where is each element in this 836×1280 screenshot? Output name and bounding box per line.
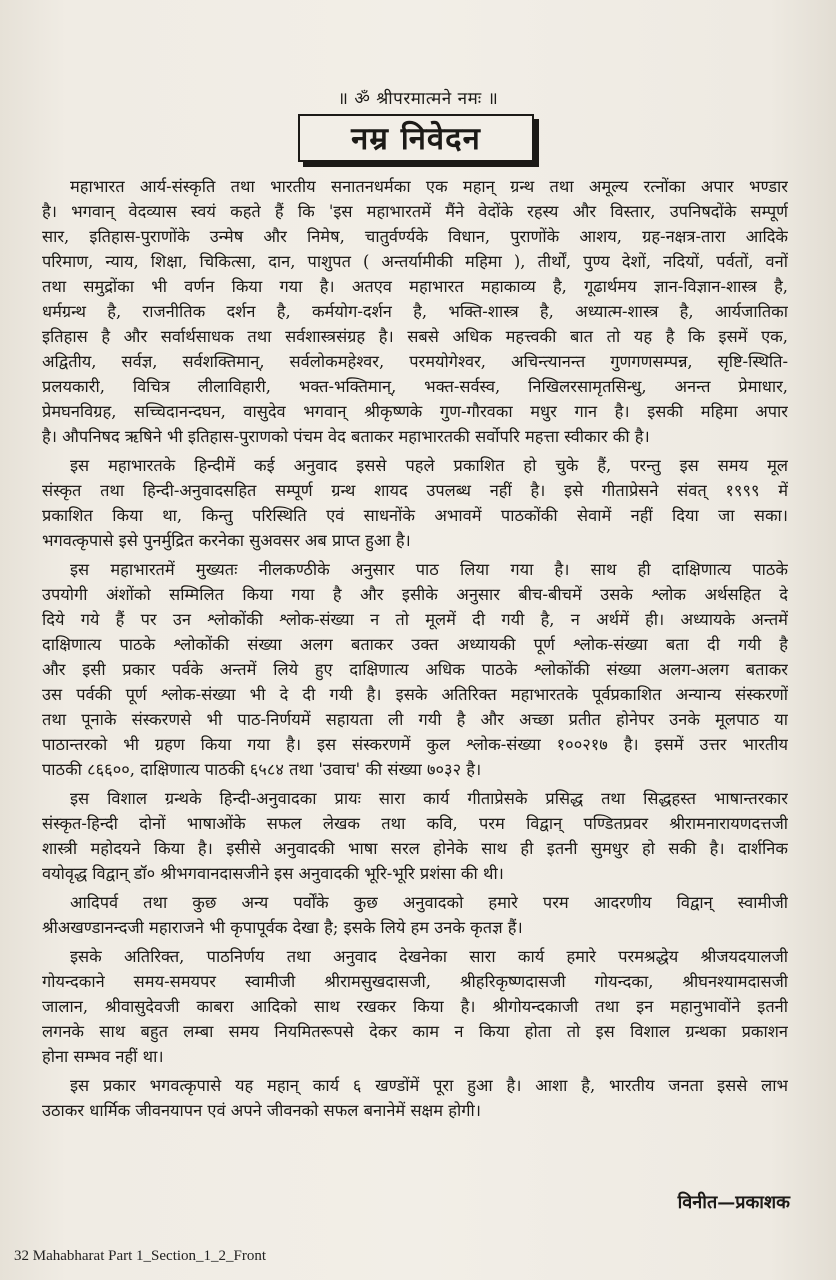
text-line: होना सम्भव नहीं था। (42, 1047, 164, 1066)
text-line: गोयन्दकाने समय-समयपर स्वामीजी श्रीरामसुखदासजी, श्रीहरिकृष्णदासजी गोयन्दका, श्रीघनश्यामदासजी (42, 972, 788, 991)
paragraph (42, 1073, 788, 1123)
text-line: संस्कृत-हिन्दी दोनों भाषाओंके सफल लेखक तथा कवि, परम विद्वान् पण्डितप्रवर श्रीरामनारायणदत्तजी (42, 814, 788, 833)
text-line: सार, इतिहास-पुराणोंके उन्मेष और निमेष, चातुर्वर्ण्यके विधान, पुराणोंके आशय, ग्रह-नक्षत्र-तारा आदिके (42, 227, 788, 246)
text-line: परिमाण, न्याय, शिक्षा, चिकित्सा, दान, पाशुपत ( अन्तर्यामीकी महिमा ), तीर्थों, पुण्य देशों, नदियों, पर्वतों, वनों (42, 252, 788, 271)
body-text (42, 174, 788, 1127)
text-line: उपयोगी अंशोंको सम्मिलित किया गया है और इसीके अनुसार बीच-बीचमें उसके श्लोक अर्थसहित दे (42, 585, 788, 604)
text-line: प्रकाशित किया था, किन्तु परिस्थिति एवं साधनोंके अभावमें पाठकोंकी सेवामें नहीं दिया जा सका। (42, 506, 788, 525)
text-line: तथा समुद्रोंका भी वर्णन किया गया है। अतएव महाभारत महाकाव्य है, गूढार्थमय ज्ञान-विज्ञान-शास्त्र है, (42, 277, 788, 296)
paragraph (42, 453, 788, 553)
invocation: ॥ ॐ श्रीपरमात्मने नमः ॥ (337, 89, 499, 109)
paragraph (42, 890, 788, 940)
text-line: अद्वितीय, सर्वज्ञ, सर्वशक्तिमान्, सर्वलोकमहेश्वर, परमयोगेश्वर, अचिन्त्यानन्त गुणगणसम्पन्न, सृष्टि-स्थिति- (42, 352, 788, 371)
page-title: नम्र निवेदन (351, 121, 481, 157)
text-line: तथा पूनाके संस्करणसे भी पाठ-निर्णयमें सहायता ली गयी है और अच्छा प्रतीत होनेपर उनके मूलपाठ या (42, 710, 788, 729)
paragraph (42, 786, 788, 886)
text-line: और इसी प्रकार पर्वके अन्तमें लिये हुए दाक्षिणात्य अधिक पाठके श्लोकोंकी संख्या अलग-अलग बताकर (42, 660, 788, 679)
text-line: महाभारत आर्य-संस्कृति तथा भारतीय सनातनधर्मका एक महान् ग्रन्थ तथा अमूल्य रत्नोंका अपार भण्डार (70, 177, 788, 196)
text-line: दाक्षिणात्य पाठके श्लोकोंकी संख्या अलग बताकर उक्त अध्यायकी पूर्ण श्लोक-संख्या बता दी गयी है (42, 635, 788, 654)
text-line: उस पर्वकी पूर्ण श्लोक-संख्या भी दे दी गयी है। इसके अतिरिक्त महाभारतके पूर्वप्रकाशित अन्यान्य संस्करणों (42, 685, 788, 704)
text-line: है। भगवान् वेदव्यास स्वयं कहते हैं कि 'इस महाभारतमें मैंने वेदोंके रहस्य और विस्तार, उपनिषदोंके सम्पूर्ण (42, 202, 788, 221)
paragraph (42, 174, 788, 449)
text-line: संस्कृत तथा हिन्दी-अनुवादसहित सम्पूर्ण ग्रन्थ शायद उपलब्ध नहीं है। इसे गीताप्रेसने संवत् १९९९ में (42, 481, 788, 500)
text-line: शास्त्री महोदयने किया है। इसीसे अनुवादकी भाषा सरल होनेके साथ ही इतनी सुमधुर हो सकी है। दार्शनिक (42, 839, 788, 858)
text-line: दिये गये हैं पर उन श्लोकोंकी श्लोक-संख्या न तो मूलमें दी गयी है, न अर्थमें ही। अध्यायके अन्तमें (42, 610, 788, 629)
paragraph (42, 944, 788, 1069)
title-box (298, 114, 534, 162)
text-line: इसके अतिरिक्त, पाठनिर्णय तथा अनुवाद देखनेका सारा कार्य हमारे परमश्रद्धेय श्रीजयदयालजी (70, 947, 788, 966)
text-line: इस महाभारतमें मुख्यतः नीलकण्ठीके अनुसार पाठ लिया गया है। साथ ही दाक्षिणात्य पाठके (70, 560, 788, 579)
text-line: उठाकर धार्मिक जीवनयापन एवं अपने जीवनको सफल बनानेमें सक्षम होगी। (42, 1101, 481, 1120)
text-line: जालान, श्रीवासुदेवजी काबरा आदिको साथ रखकर किया है। श्रीगोयन्दकाजी तथा इन महानुभावोंने इतनी (42, 997, 788, 1016)
text-line: इस महाभारतके हिन्दीमें कई अनुवाद इससे पहले प्रकाशित हो चुके हैं, परन्तु इस समय मूल (70, 456, 788, 475)
page-footer: 32 Mahabharat Part 1_Section_1_2_Front (14, 1248, 267, 1264)
text-line: वयोवृद्ध विद्वान् डॉ० श्रीभगवानदासजीने इस अनुवादकी भूरि-भूरि प्रशंसा की थी। (42, 864, 504, 883)
text-line: धर्मग्रन्थ है, राजनीतिक दर्शन है, कर्मयोग-दर्शन है, भक्ति-शास्त्र है, अध्यात्म-शास्त्र है, आर्यजातिका (42, 302, 788, 321)
text-line: इतिहास है और सर्वार्थसाधक तथा सर्वशास्त्रसंग्रह है। सबसे अधिक महत्त्वकी बात तो यह है कि इसमें एक, (42, 327, 788, 346)
text-line: इस प्रकार भगवत्कृपासे यह महान् कार्य ६ खण्डोंमें पूरा हुआ है। आशा है, भारतीय जनता इससे लाभ (70, 1076, 788, 1095)
text-line: श्रीअखण्डानन्दजी महाराजने भी कृपापूर्वक देखा है; इसके लिये हम उनके कृतज्ञ हैं। (42, 918, 523, 937)
signature: विनीत—प्रकाशक (677, 1192, 790, 1213)
text-line: प्रलयकारी, विचित्र लीलाविहारी, भक्त-भक्तिमान्, भक्त-सर्वस्व, निखिलरसामृतसिन्धु, अनन्त प्रेमाधार, (42, 377, 788, 396)
paragraph (42, 557, 788, 782)
text-line: आदिपर्व तथा कुछ अन्य पर्वोंके कुछ अनुवादको हमारे परम आदरणीय विद्वान् स्वामीजी (70, 893, 788, 912)
text-line: है। औपनिषद ऋषिने भी इतिहास-पुराणको पंचम वेद बताकर महाभारतकी सर्वोपरि महत्ता स्वीकार की है। (42, 427, 650, 446)
text-line: पाठकी ८६६००, दाक्षिणात्य पाठकी ६५८४ तथा 'उवाच' की संख्या ७०३२ है। (42, 760, 482, 779)
text-line: पाठान्तरको भी ग्रहण किया गया है। इस संस्करणमें कुल श्लोक-संख्या १००२१७ है। इसमें उत्तर भारतीय (42, 735, 788, 754)
text-line: इस विशाल ग्रन्थके हिन्दी-अनुवादका प्रायः सारा कार्य गीताप्रेसके प्रसिद्ध तथा सिद्धहस्त भाषान्तरकार (70, 789, 788, 808)
text-line: भगवत्कृपासे इसे पुनर्मुद्रित करनेका सुअवसर अब प्राप्त हुआ है। (42, 531, 411, 550)
text-line: प्रेमघनविग्रह, सच्चिदानन्दघन, वासुदेव भगवान् श्रीकृष्णके गुण-गौरवका मधुर गान है। इसकी महिमा अपार (42, 402, 788, 421)
text-line: लगनके साथ बहुत लम्बा समय नियमितरूपसे देकर काम न किया होता तो इस विशाल ग्रन्थका प्रकाशन (42, 1022, 788, 1041)
